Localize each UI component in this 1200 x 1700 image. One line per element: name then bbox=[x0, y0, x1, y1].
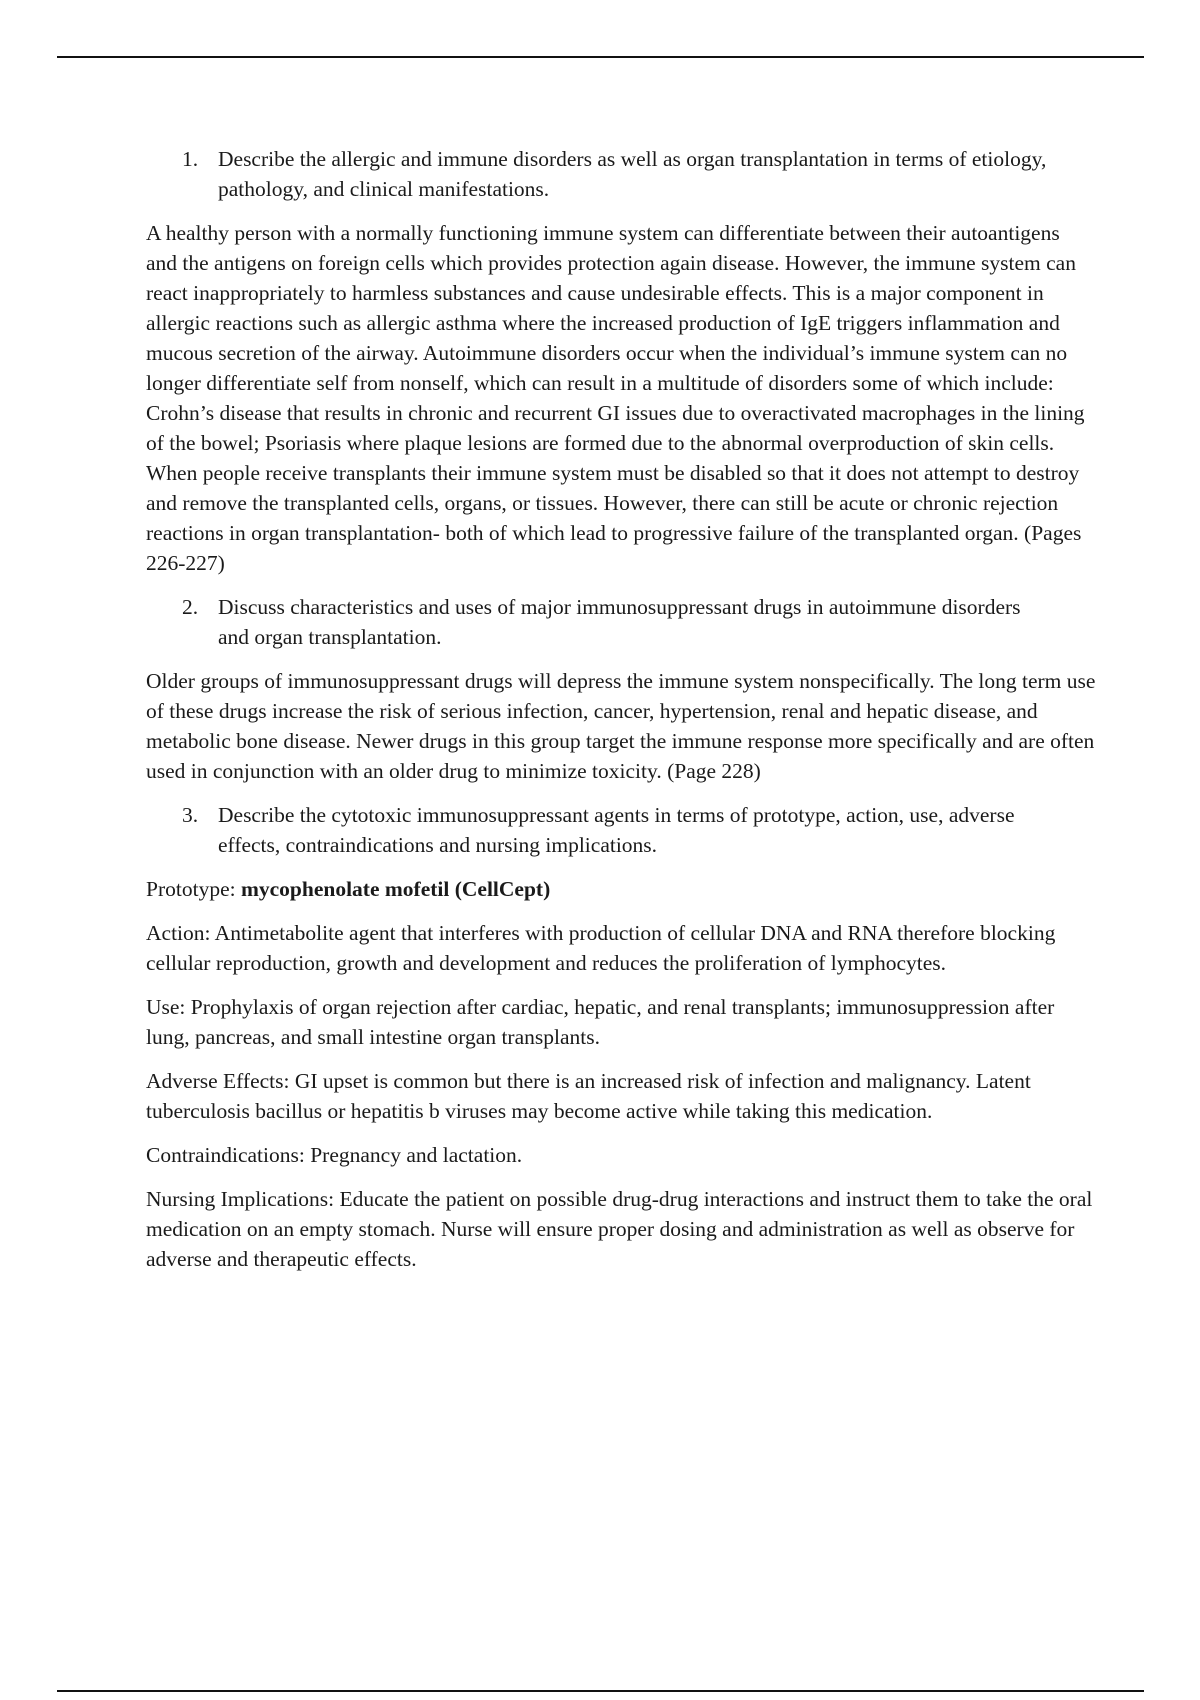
question-text: Discuss characteristics and uses of major immunosuppressant drugs in autoimmune disorders and organ transplantation. bbox=[218, 595, 1021, 649]
nursing-implications-paragraph: Nursing Implications: Educate the patient on possible drug-drug interactions and instruct them to take the oral medication on an empty stomach. Nurse will ensure proper dosing and administration as well as observe for adverse and therapeutic effects. bbox=[146, 1187, 1093, 1271]
question-1 bbox=[146, 144, 1096, 204]
bottom-rule bbox=[57, 1690, 1144, 1692]
use-paragraph: Use: Prophylaxis of organ rejection after cardiac, hepatic, and renal transplants; immunosuppression after lung, pancreas, and small intestine organ transplants. bbox=[146, 995, 1055, 1049]
question-number: 2. bbox=[182, 595, 199, 619]
question-3 bbox=[146, 800, 1096, 860]
question-2 bbox=[146, 592, 1096, 652]
question-text: Describe the cytotoxic immunosuppressant agents in terms of prototype, action, use, adverse effects, contraindications and nursing implications. bbox=[218, 803, 1015, 857]
question-text: Describe the allergic and immune disorders as well as organ transplantation in terms of etiology, pathology, and clinical manifestations. bbox=[218, 147, 1047, 201]
adverse-effects-paragraph: Adverse Effects: GI upset is common but there is an increased risk of infection and malignancy. Latent tuberculosis bacillus or hepatitis b viruses may become active while taking this medication. bbox=[146, 1069, 1031, 1123]
prototype-label: Prototype: bbox=[146, 877, 241, 901]
answer-1: A healthy person with a normally functioning immune system can differentiate between their autoantigens and the antigens on foreign cells which provides protection again disease. However, the immune system can react inappropriately to harmless substances and cause undesirable effects. This is a major component in allergic reactions such as allergic asthma where the increased production of IgE triggers inflammation and mucous secretion of the airway. Autoimmune disorders occur when the individual’s immune system can no longer differentiate self from nonself, which can result in a multitude of disorders some of which include: Crohn’s disease that results in chronic and recurrent GI issues due to overactivated macrophages in the lining of the bowel; Psoriasis where plaque lesions are formed due to the abnormal overproduction of skin cells. When people receive transplants their immune system must be disabled so that it does not attempt to destroy and remove the transplanted cells, organs, or tissues. However, there can still be acute or chronic rejection reactions in organ transplantation- both of which lead to progressive failure of the transplanted organ. (Pages 226-227) bbox=[146, 221, 1085, 575]
contraindications-paragraph: Contraindications: Pregnancy and lactation. bbox=[146, 1143, 523, 1167]
question-number: 1. bbox=[182, 147, 199, 171]
prototype-line bbox=[146, 874, 1096, 904]
action-paragraph: Action: Antimetabolite agent that interferes with production of cellular DNA and RNA therefore blocking cellular reproduction, growth and development and reduces the proliferation of lymphocytes. bbox=[146, 921, 1056, 975]
top-rule bbox=[57, 56, 1144, 58]
document-body bbox=[146, 144, 1096, 1288]
question-number: 3. bbox=[182, 803, 199, 827]
answer-2: Older groups of immunosuppressant drugs will depress the immune system nonspecifically. The long term use of these drugs increase the risk of serious infection, cancer, hypertension, renal and hepatic disease, and metabolic bone disease. Newer drugs in this group target the immune response more specifically and are often used in conjunction with an older drug to minimize toxicity. (Page 228) bbox=[146, 669, 1096, 783]
prototype-drug-name: mycophenolate mofetil (CellCept) bbox=[240, 877, 551, 901]
